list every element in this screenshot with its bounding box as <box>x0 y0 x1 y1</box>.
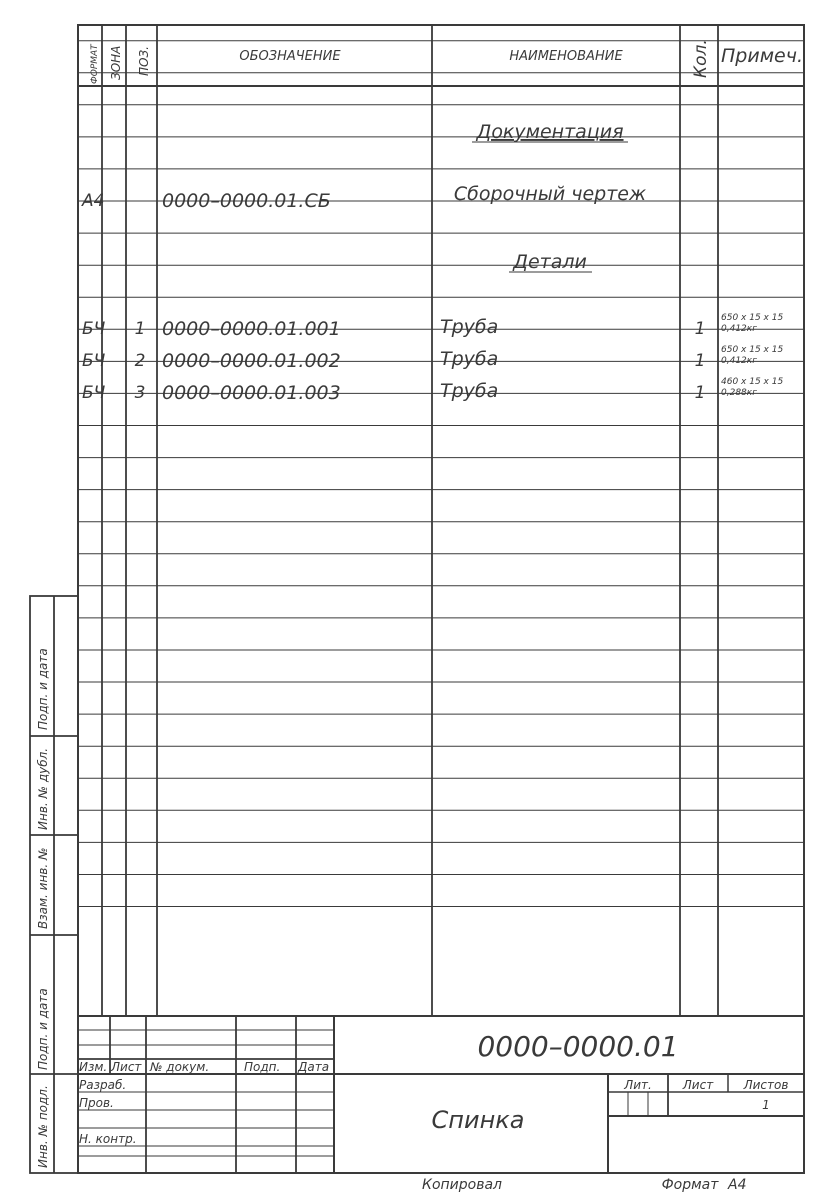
footer-copied: Копировал <box>422 1177 502 1192</box>
section-documentation: Документация <box>476 121 624 143</box>
label-list: Лист <box>111 1060 142 1074</box>
label-prov: Пров. <box>79 1096 114 1110</box>
header-pos: ПОЗ. <box>137 46 151 76</box>
part-note-size: 460 x 15 x 15 <box>721 377 784 387</box>
label-n-kontr: Н. контр. <box>79 1132 137 1146</box>
header-format: ФОРМАТ <box>90 44 100 84</box>
part-qty: 1 <box>694 383 706 403</box>
side-inv-podl: Инв. № подл. <box>36 1085 50 1168</box>
part-qty: 1 <box>694 319 706 339</box>
part-qty: 1 <box>694 351 706 371</box>
label-lit: Лит. <box>624 1078 652 1092</box>
header-zone: ЗОНА <box>109 45 123 80</box>
footer-format-label: Формат <box>661 1177 719 1192</box>
sheets-value: 1 <box>762 1098 770 1112</box>
label-sheet: Лист <box>682 1078 714 1092</box>
part-note-mass: 0,412кг <box>721 324 757 334</box>
doc-row-format: А4 <box>82 191 105 211</box>
part-name: Труба <box>440 380 499 402</box>
title-doc-number: 0000–0000.01 <box>477 1030 679 1063</box>
part-format: БЧ <box>82 319 106 339</box>
part-note-mass: 0,412кг <box>721 356 757 366</box>
header-note: Примеч. <box>721 45 803 67</box>
row-lines <box>78 41 804 907</box>
part-name: Труба <box>440 348 499 370</box>
side-vzam-inv: Взам. инв. № <box>36 847 50 929</box>
side-sign-date-1: Подп. и дата <box>36 648 50 730</box>
footer-format-value: А4 <box>728 1177 747 1192</box>
part-designation: 0000–0000.01.003 <box>162 382 341 404</box>
side-sign-date-2: Подп. и дата <box>36 988 50 1070</box>
side-inv-dubl: Инв. № дубл. <box>36 747 50 830</box>
label-izm: Изм. <box>79 1060 108 1074</box>
part-pos: 1 <box>134 319 146 339</box>
header-qty: Кол. <box>691 39 711 78</box>
header-name: НАИМЕНОВАНИЕ <box>509 49 623 64</box>
part-note-size: 650 x 15 x 15 <box>721 313 784 323</box>
part-pos: 3 <box>134 383 146 403</box>
header-designation: ОБОЗНАЧЕНИЕ <box>239 49 341 64</box>
title-block-grid <box>78 1016 804 1173</box>
doc-row-name: Сборочный чертеж <box>453 183 647 205</box>
title-doc-name: Спинка <box>431 1106 525 1134</box>
label-dokum: № докум. <box>150 1060 210 1074</box>
doc-row-designation: 0000–0000.01.СБ <box>162 190 331 212</box>
part-note-size: 650 x 15 x 15 <box>721 345 784 355</box>
part-designation: 0000–0000.01.001 <box>162 318 341 340</box>
part-pos: 2 <box>134 351 146 371</box>
part-designation: 0000–0000.01.002 <box>162 350 341 372</box>
part-format: БЧ <box>82 351 106 371</box>
part-name: Труба <box>440 316 499 338</box>
section-details: Детали <box>513 251 587 273</box>
label-data: Дата <box>298 1060 330 1074</box>
label-sheets: Листов <box>743 1078 789 1092</box>
part-format: БЧ <box>82 383 106 403</box>
label-podp: Подп. <box>244 1060 281 1074</box>
part-note-mass: 0,288кг <box>721 388 757 398</box>
label-razrab: Разраб. <box>79 1078 127 1092</box>
